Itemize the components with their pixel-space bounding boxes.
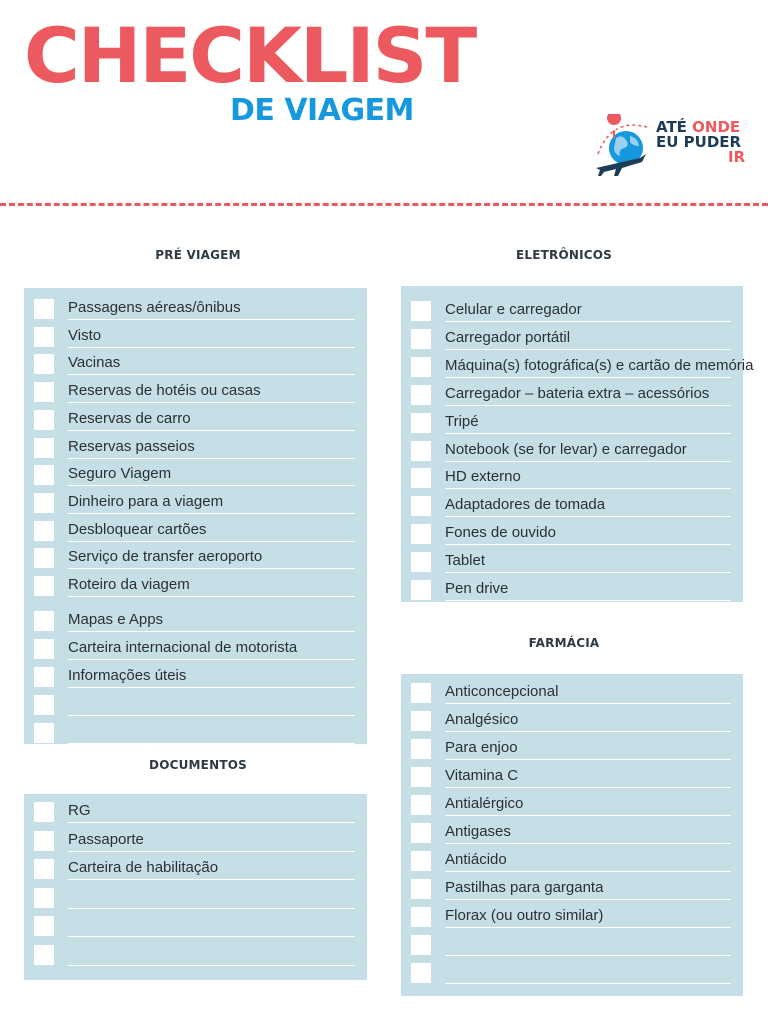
write-line: [68, 715, 355, 716]
write-line: [68, 485, 355, 486]
checkbox[interactable]: [411, 413, 431, 433]
checklist-box-pre-viagem-cont: [24, 604, 367, 744]
checklist-item: [24, 884, 367, 912]
write-line: [445, 927, 731, 928]
checklist-item-label: Antigases: [445, 823, 511, 840]
checklist-item: [24, 607, 367, 635]
write-line: [445, 405, 731, 406]
checklist-item-label: HD externo: [445, 468, 521, 486]
checkbox[interactable]: [411, 823, 431, 843]
checklist-item-label: Desbloquear cartões: [68, 520, 207, 538]
section-title-pre-viagem: PRÉ VIAGEM: [155, 248, 241, 262]
write-line: [68, 743, 355, 744]
write-line: [445, 983, 731, 984]
checkbox[interactable]: [411, 907, 431, 927]
checkbox[interactable]: [411, 552, 431, 572]
checkbox[interactable]: [411, 524, 431, 544]
checklist-item-label: Para enjoo: [445, 739, 518, 756]
checklist-item-label: Passaporte: [68, 830, 144, 848]
checkbox[interactable]: [34, 888, 54, 908]
checklist-item: [401, 492, 743, 520]
section-title-eletronicos: ELETRÔNICOS: [515, 248, 613, 262]
write-line: [445, 433, 731, 434]
checklist-item-label: Passagens aéreas/ônibus: [68, 299, 241, 316]
checklist-item-label: Seguro Viagem: [68, 465, 172, 483]
logo-word-ir: IR: [728, 148, 746, 166]
section-title-documentos: DOCUMENTOS: [149, 758, 247, 772]
checklist-item: [24, 635, 367, 663]
checklist-item: [24, 855, 367, 883]
checklist-box-farmacia: [401, 674, 743, 996]
write-line: [68, 908, 355, 909]
logo-wordmark: [656, 120, 745, 165]
checklist-item-label: Celular e carregador: [445, 301, 582, 318]
checklist-item: [24, 295, 367, 323]
checklist-item: [24, 827, 367, 855]
checkbox[interactable]: [411, 935, 431, 955]
write-line: [445, 871, 731, 872]
write-line: [445, 731, 731, 732]
write-line: [68, 568, 355, 569]
checklist-item-label: Vacinas: [68, 354, 121, 372]
checklist-item-label: Roteiro da viagem: [68, 576, 190, 593]
checklist-item-label: Notebook (se for levar) e carregador: [445, 440, 687, 458]
checklist-item-label: Reservas passeios: [68, 437, 195, 455]
checklist-item: [401, 297, 743, 325]
checkbox[interactable]: [34, 831, 54, 851]
checkbox[interactable]: [34, 438, 54, 458]
checklist-item: [401, 931, 743, 959]
checkbox[interactable]: [34, 723, 54, 743]
checkbox[interactable]: [411, 468, 431, 488]
write-line: [445, 377, 731, 378]
checklist-item: [24, 798, 367, 826]
checkbox[interactable]: [34, 611, 54, 631]
write-line: [445, 899, 731, 900]
write-line: [445, 321, 731, 322]
checkbox[interactable]: [411, 739, 431, 759]
checklist-item: [401, 763, 743, 791]
globe-plane-icon: [592, 114, 656, 178]
write-line: [68, 458, 355, 459]
logo-word-onde: ONDE: [692, 118, 741, 136]
checklist-item-label: Antialérgico: [445, 795, 524, 812]
checklist-item: [401, 735, 743, 763]
checklist-item: [24, 434, 367, 462]
checklist-item: [401, 959, 743, 987]
write-line: [445, 461, 731, 462]
checkbox[interactable]: [34, 382, 54, 402]
write-line: [445, 488, 731, 489]
checklist-item: [401, 548, 743, 576]
checklist-item-label: Dinheiro para a viagem: [68, 492, 224, 510]
checkbox[interactable]: [34, 859, 54, 879]
checkbox[interactable]: [34, 802, 54, 822]
checkbox[interactable]: [411, 851, 431, 871]
write-line: [68, 319, 355, 320]
checkbox[interactable]: [411, 711, 431, 731]
checkbox[interactable]: [411, 767, 431, 787]
checkbox[interactable]: [34, 667, 54, 687]
checklist-box-documentos: [24, 794, 367, 980]
checklist-item: [401, 903, 743, 931]
checklist-item: [401, 875, 743, 903]
checklist-item: [401, 679, 743, 707]
checklist-item-label: Reservas de hotéis ou casas: [68, 382, 261, 400]
checklist-item: [24, 489, 367, 517]
brand-logo: [592, 114, 762, 178]
checklist-item-label: Florax (ou outro similar): [445, 907, 604, 924]
checklist-item-label: Pen drive: [445, 580, 509, 597]
checklist-item-label: Antiácido: [445, 851, 507, 868]
checklist-item: [401, 409, 743, 437]
logo-word-ate: ATÉ: [656, 118, 687, 136]
checkbox[interactable]: [34, 410, 54, 430]
checkbox[interactable]: [411, 385, 431, 405]
checklist-item: [24, 719, 367, 747]
checklist-item: [24, 544, 367, 572]
checkbox[interactable]: [411, 329, 431, 349]
checklist-item: [24, 691, 367, 719]
checklist-item: [401, 819, 743, 847]
write-line: [445, 815, 731, 816]
checkbox[interactable]: [411, 683, 431, 703]
write-line: [68, 402, 355, 403]
write-line: [68, 687, 355, 688]
write-line: [68, 513, 355, 514]
checklist-item: [24, 941, 367, 969]
checkbox[interactable]: [34, 327, 54, 347]
write-line: [68, 822, 355, 823]
write-line: [445, 787, 731, 788]
checkbox[interactable]: [34, 695, 54, 715]
write-line: [68, 659, 355, 660]
checklist-item-label: Pastilhas para garganta: [445, 879, 604, 896]
write-line: [445, 349, 731, 350]
checklist-item-label: Adaptadores de tomada: [445, 496, 606, 514]
checkbox[interactable]: [411, 879, 431, 899]
checklist-item: [24, 350, 367, 378]
checklist-item: [401, 520, 743, 548]
checkbox[interactable]: [34, 354, 54, 374]
write-line: [445, 600, 731, 601]
logo-word-eu-puder: EU PUDER: [656, 133, 742, 151]
checkbox[interactable]: [411, 357, 431, 377]
checkbox[interactable]: [411, 795, 431, 815]
checklist-item: [401, 353, 754, 381]
checkbox[interactable]: [34, 465, 54, 485]
write-line: [445, 843, 731, 844]
checklist-item-label: Carregador portátil: [445, 328, 571, 346]
checklist-item-label: Fones de ouvido: [445, 524, 556, 542]
checklist-item: [24, 406, 367, 434]
checkbox[interactable]: [411, 496, 431, 516]
checklist-item: [24, 912, 367, 940]
checklist-item: [401, 791, 743, 819]
dashed-divider: [0, 203, 768, 206]
checkbox[interactable]: [34, 576, 54, 596]
checklist-item-label: Tripé: [445, 412, 479, 430]
checklist-item-label: Serviço de transfer aeroporto: [68, 548, 263, 566]
checklist-item-label: Tablet: [445, 552, 486, 570]
write-line: [68, 374, 355, 375]
checklist-item-label: Analgésico: [445, 711, 519, 728]
checklist-item-label: Anticoncepcional: [445, 683, 559, 700]
checklist-item: [24, 572, 367, 600]
write-line: [68, 631, 355, 632]
checklist-item-label: Vitamina C: [445, 767, 519, 784]
checklist-item-label: Mapas e Apps: [68, 611, 164, 628]
write-line: [68, 430, 355, 431]
checklist-item-label: Informações úteis: [68, 667, 187, 684]
write-line: [68, 879, 355, 880]
checklist-box-eletronicos: [401, 286, 754, 602]
checkbox[interactable]: [34, 548, 54, 568]
checklist-item: [401, 437, 743, 465]
checklist-item: [24, 461, 367, 489]
checklist-item: [401, 381, 743, 409]
checklist-item: [24, 378, 367, 406]
checklist-item: [24, 323, 367, 351]
checkbox[interactable]: [411, 441, 431, 461]
checklist-item-label: Carregador – bateria extra – acessórios: [445, 384, 710, 402]
write-line: [445, 955, 731, 956]
page-subtitle: DE VIAGEM: [230, 93, 414, 128]
checklist-box-pre-viagem: [24, 288, 367, 604]
checkbox[interactable]: [34, 639, 54, 659]
checklist-item-label: Reservas de carro: [68, 409, 191, 427]
checkbox[interactable]: [34, 493, 54, 513]
checkbox[interactable]: [34, 299, 54, 319]
checkbox[interactable]: [411, 301, 431, 321]
checklist-item: [401, 847, 743, 875]
checklist-item-label: Máquina(s) fotográfica(s) e cartão de memória: [445, 356, 754, 374]
write-line: [68, 347, 355, 348]
checklist-item-label: Carteira internacional de motorista: [68, 639, 298, 656]
write-line: [445, 544, 731, 545]
checkbox[interactable]: [411, 580, 431, 600]
write-line: [68, 936, 355, 937]
write-line: [68, 596, 355, 597]
checklist-item-label: Visto: [68, 326, 102, 344]
checkbox[interactable]: [411, 963, 431, 983]
checklist-item: [401, 707, 743, 735]
write-line: [445, 759, 731, 760]
checklist-item: [401, 576, 743, 604]
checklist-item: [401, 325, 743, 353]
write-line: [445, 572, 731, 573]
write-line: [68, 851, 355, 852]
checkbox[interactable]: [34, 916, 54, 936]
checkbox[interactable]: [34, 945, 54, 965]
write-line: [445, 516, 731, 517]
checklist-item-label: RG: [68, 802, 91, 819]
checklist-item: [24, 517, 367, 545]
write-line: [68, 541, 355, 542]
checkbox[interactable]: [34, 521, 54, 541]
checklist-item-label: Carteira de habilitação: [68, 859, 219, 876]
write-line: [68, 965, 355, 966]
write-line: [445, 703, 731, 704]
checklist-item: [24, 663, 367, 691]
section-title-farmacia: FARMÁCIA: [528, 636, 600, 650]
page-title: CHECKLIST: [24, 11, 476, 100]
checklist-item: [401, 464, 743, 492]
